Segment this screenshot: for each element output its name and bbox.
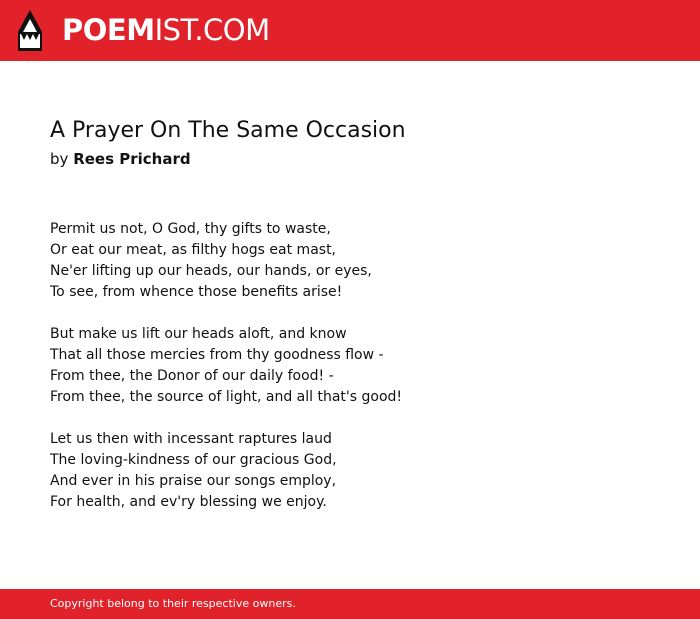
poem-line: For health, and ev'ry blessing we enjoy. <box>50 494 327 510</box>
stanza <box>50 429 650 513</box>
poem-line: And ever in his praise our songs employ, <box>50 473 337 489</box>
stanza <box>50 324 650 408</box>
poem-line: That all those mercies from thy goodness flow - <box>50 347 384 363</box>
poem-line: Permit us not, O God, thy gifts to waste, <box>50 221 331 237</box>
site-logo[interactable] <box>62 12 270 48</box>
copyright-notice: Copyright belong to their respective owners. <box>50 597 296 610</box>
poem-line: But make us lift our heads aloft, and know <box>50 326 347 342</box>
poem-line: From thee, the Donor of our daily food! - <box>50 368 334 384</box>
poem-line: Let us then with incessant raptures laud <box>50 431 332 447</box>
stanza <box>50 219 650 303</box>
poem-line: To see, from whence those benefits arise! <box>50 284 343 300</box>
site-footer <box>0 589 700 619</box>
poem-title: A Prayer On The Same Occasion <box>50 118 406 143</box>
poem-line: Or eat our meat, as filthy hogs eat mast, <box>50 242 337 258</box>
pencil-icon[interactable] <box>18 10 42 51</box>
logo-light-text: IST.COM <box>154 13 270 47</box>
poem-line: Ne'er lifting up our heads, our hands, or eyes, <box>50 263 372 279</box>
poem-author[interactable]: Rees Prichard <box>73 150 191 168</box>
logo-bold-text: POEM <box>62 13 155 47</box>
site-header <box>0 0 700 61</box>
poem-body <box>50 219 650 534</box>
poem-byline <box>50 149 191 169</box>
poem-line: The loving-kindness of our gracious God, <box>50 452 337 468</box>
poem-line: From thee, the source of light, and all that's good! <box>50 389 403 405</box>
byline-prefix: by <box>50 150 69 168</box>
